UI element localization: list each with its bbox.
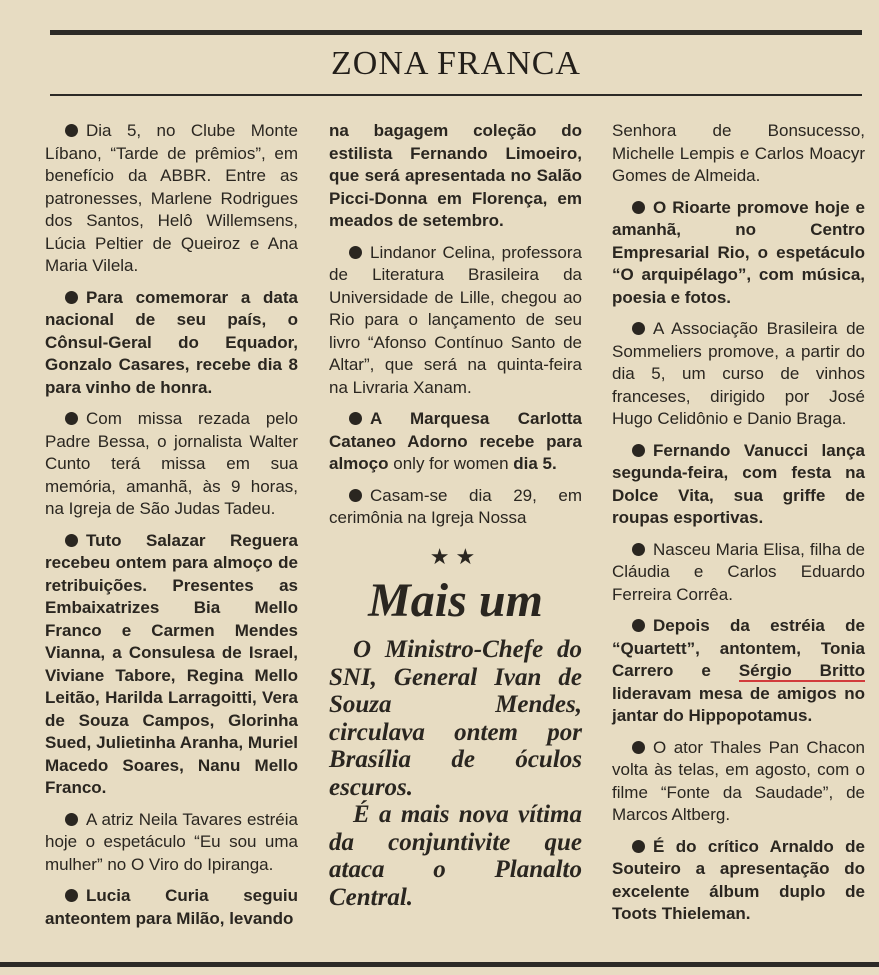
bullet-icon bbox=[65, 124, 78, 137]
bullet-icon bbox=[632, 619, 645, 632]
feature-paragraph: É a mais nova vítima da conjuntivite que ataca o Planalto Central. bbox=[329, 801, 582, 911]
note-thales bbox=[612, 737, 865, 827]
column-3 bbox=[612, 120, 865, 935]
note-vanucci bbox=[612, 440, 865, 530]
bullet-icon bbox=[65, 813, 78, 826]
top-rule bbox=[50, 30, 862, 35]
note-nascimento bbox=[612, 539, 865, 607]
bullet-icon bbox=[349, 489, 362, 502]
bottom-rule bbox=[0, 962, 879, 967]
note-text: É do crítico Arnaldo de Souteiro a apresentação do excelente álbum duplo de Toots Thieleman. bbox=[612, 836, 865, 923]
star-separator-icon: ★★ bbox=[429, 543, 482, 569]
bullet-icon bbox=[632, 543, 645, 556]
note-4 bbox=[45, 530, 298, 800]
note-6 bbox=[45, 885, 298, 930]
feature-headline: Mais um bbox=[368, 574, 543, 627]
header-rule bbox=[50, 94, 862, 96]
column-title: ZONA FRANCA bbox=[331, 45, 581, 82]
note-5 bbox=[45, 809, 298, 877]
note-quartett bbox=[612, 615, 865, 728]
bullet-icon bbox=[632, 322, 645, 335]
note-souteiro bbox=[612, 836, 865, 926]
note-continued: na bagagem coleção do estilista Fernando Limoeiro, que será apresentada no Salão Picci-Donna em Florença, em meados de setembro. bbox=[329, 121, 582, 230]
bullet-icon bbox=[65, 412, 78, 425]
bullet-icon bbox=[349, 412, 362, 425]
note-text: Tuto Salazar Reguera recebeu ontem para almoço de retribuições. Presentes as Embaixatrizes Bia Mello Franco e Carmen Mendes Vianna, a Consulesa de Israel, Viviane Tabore, Regina Mello Leitão, Harilda Larragoitti, Vera de Souza Campos, Glorinha Sued, Julietinha Aranha, Muriel Macedo Soares, Nanu Mello Franco. bbox=[45, 530, 298, 797]
note-text-regular: only for women bbox=[388, 454, 514, 473]
note-text: Para comemorar a data nacional de seu país, o Cônsul-Geral do Equador, Gonzalo Casares, recebe dia 8 para vinho de honra. bbox=[45, 287, 298, 397]
note-text: O Rioarte promove hoje e amanhã, no Centro Empresarial Rio, o espetáculo “O arquipélago”, com música, poesia e fotos. bbox=[612, 197, 865, 307]
note-text: Casam-se dia 29, em cerimônia na Igreja Nossa bbox=[329, 485, 582, 527]
bullet-icon bbox=[349, 246, 362, 259]
underlined-name: Sérgio Britto bbox=[738, 661, 865, 680]
feature-paragraph: O Ministro-Chefe do SNI, General Ivan de Souza Mendes, circulava ontem por Brasília de óculos escuros. bbox=[329, 636, 582, 801]
note-lindanor bbox=[329, 242, 582, 400]
note-casamento bbox=[329, 485, 582, 530]
note-3 bbox=[45, 408, 298, 521]
bullet-icon bbox=[65, 534, 78, 547]
note-text: lideravam mesa de amigos no jantar do Hippopotamus. bbox=[612, 683, 865, 725]
note-text: O ator Thales Pan Chacon volta às telas, em agosto, com o filme “Fonte da Saudade”, de Marcos Altberg. bbox=[612, 737, 865, 824]
note-text: Nasceu Maria Elisa, filha de Cláudia e Carlos Eduardo Ferreira Corrêa. bbox=[612, 539, 865, 604]
note-2 bbox=[45, 287, 298, 400]
note-text: A Associação Brasileira de Sommeliers promove, a partir do dia 5, um curso de vinhos franceses, dirigido por José Hugo Celidônio e Danio Braga. bbox=[612, 319, 865, 428]
note-rioarte bbox=[612, 197, 865, 310]
note-marquesa bbox=[329, 408, 582, 476]
note-text: A atriz Neila Tavares estréia hoje o espetáculo “Eu sou uma mulher” no O Viro do Ipiranga. bbox=[45, 809, 298, 874]
column-1 bbox=[45, 120, 298, 939]
note-sommeliers bbox=[612, 318, 865, 431]
note-text-bold: dia 5. bbox=[513, 454, 557, 473]
note-text: Fernando Vanucci lança segunda-feira, com festa na Dolce Vita, sua griffe de roupas esportivas. bbox=[612, 440, 865, 527]
note-text: Lindanor Celina, professora de Literatura Brasileira da Universidade de Lille, chegou ao Rio para o lançamento de seu livro “Afonso Contínuo Santo de Altar”, que será na quinta-feira na Livraria Xanam. bbox=[329, 242, 582, 397]
note-text: Lucia Curia seguiu anteontem para Milão, levando bbox=[45, 886, 298, 928]
note-text-bold: A Marquesa Carlotta Cataneo Adorno recebe para almoço bbox=[329, 409, 582, 473]
note-text: Depois da estréia de “Quartett”, antontem, Tonia Carrero e bbox=[612, 616, 865, 680]
bullet-icon bbox=[632, 201, 645, 214]
column-2 bbox=[329, 120, 582, 911]
note-text: Com missa rezada pelo Padre Bessa, o jornalista Walter Cunto terá missa em sua memória, amanhã, às 9 horas, na Igreja de São Judas Tadeu. bbox=[45, 409, 298, 518]
bullet-icon bbox=[632, 444, 645, 457]
bullet-icon bbox=[632, 840, 645, 853]
note-continued: Senhora de Bonsucesso, Michelle Lempis e Carlos Moacyr Gomes de Almeida. bbox=[612, 121, 865, 185]
bullet-icon bbox=[632, 741, 645, 754]
feature-body bbox=[329, 636, 582, 911]
note-1 bbox=[45, 120, 298, 278]
bullet-icon bbox=[65, 889, 78, 902]
note-text: Dia 5, no Clube Monte Líbano, “Tarde de prêmios”, em benefício da ABBR. Entre as patronesses, Marlene Rodrigues dos Santos, Helô Willemsens, Lúcia Peltier de Queiroz e Ana Maria Vilela. bbox=[45, 121, 298, 275]
bullet-icon bbox=[65, 291, 78, 304]
